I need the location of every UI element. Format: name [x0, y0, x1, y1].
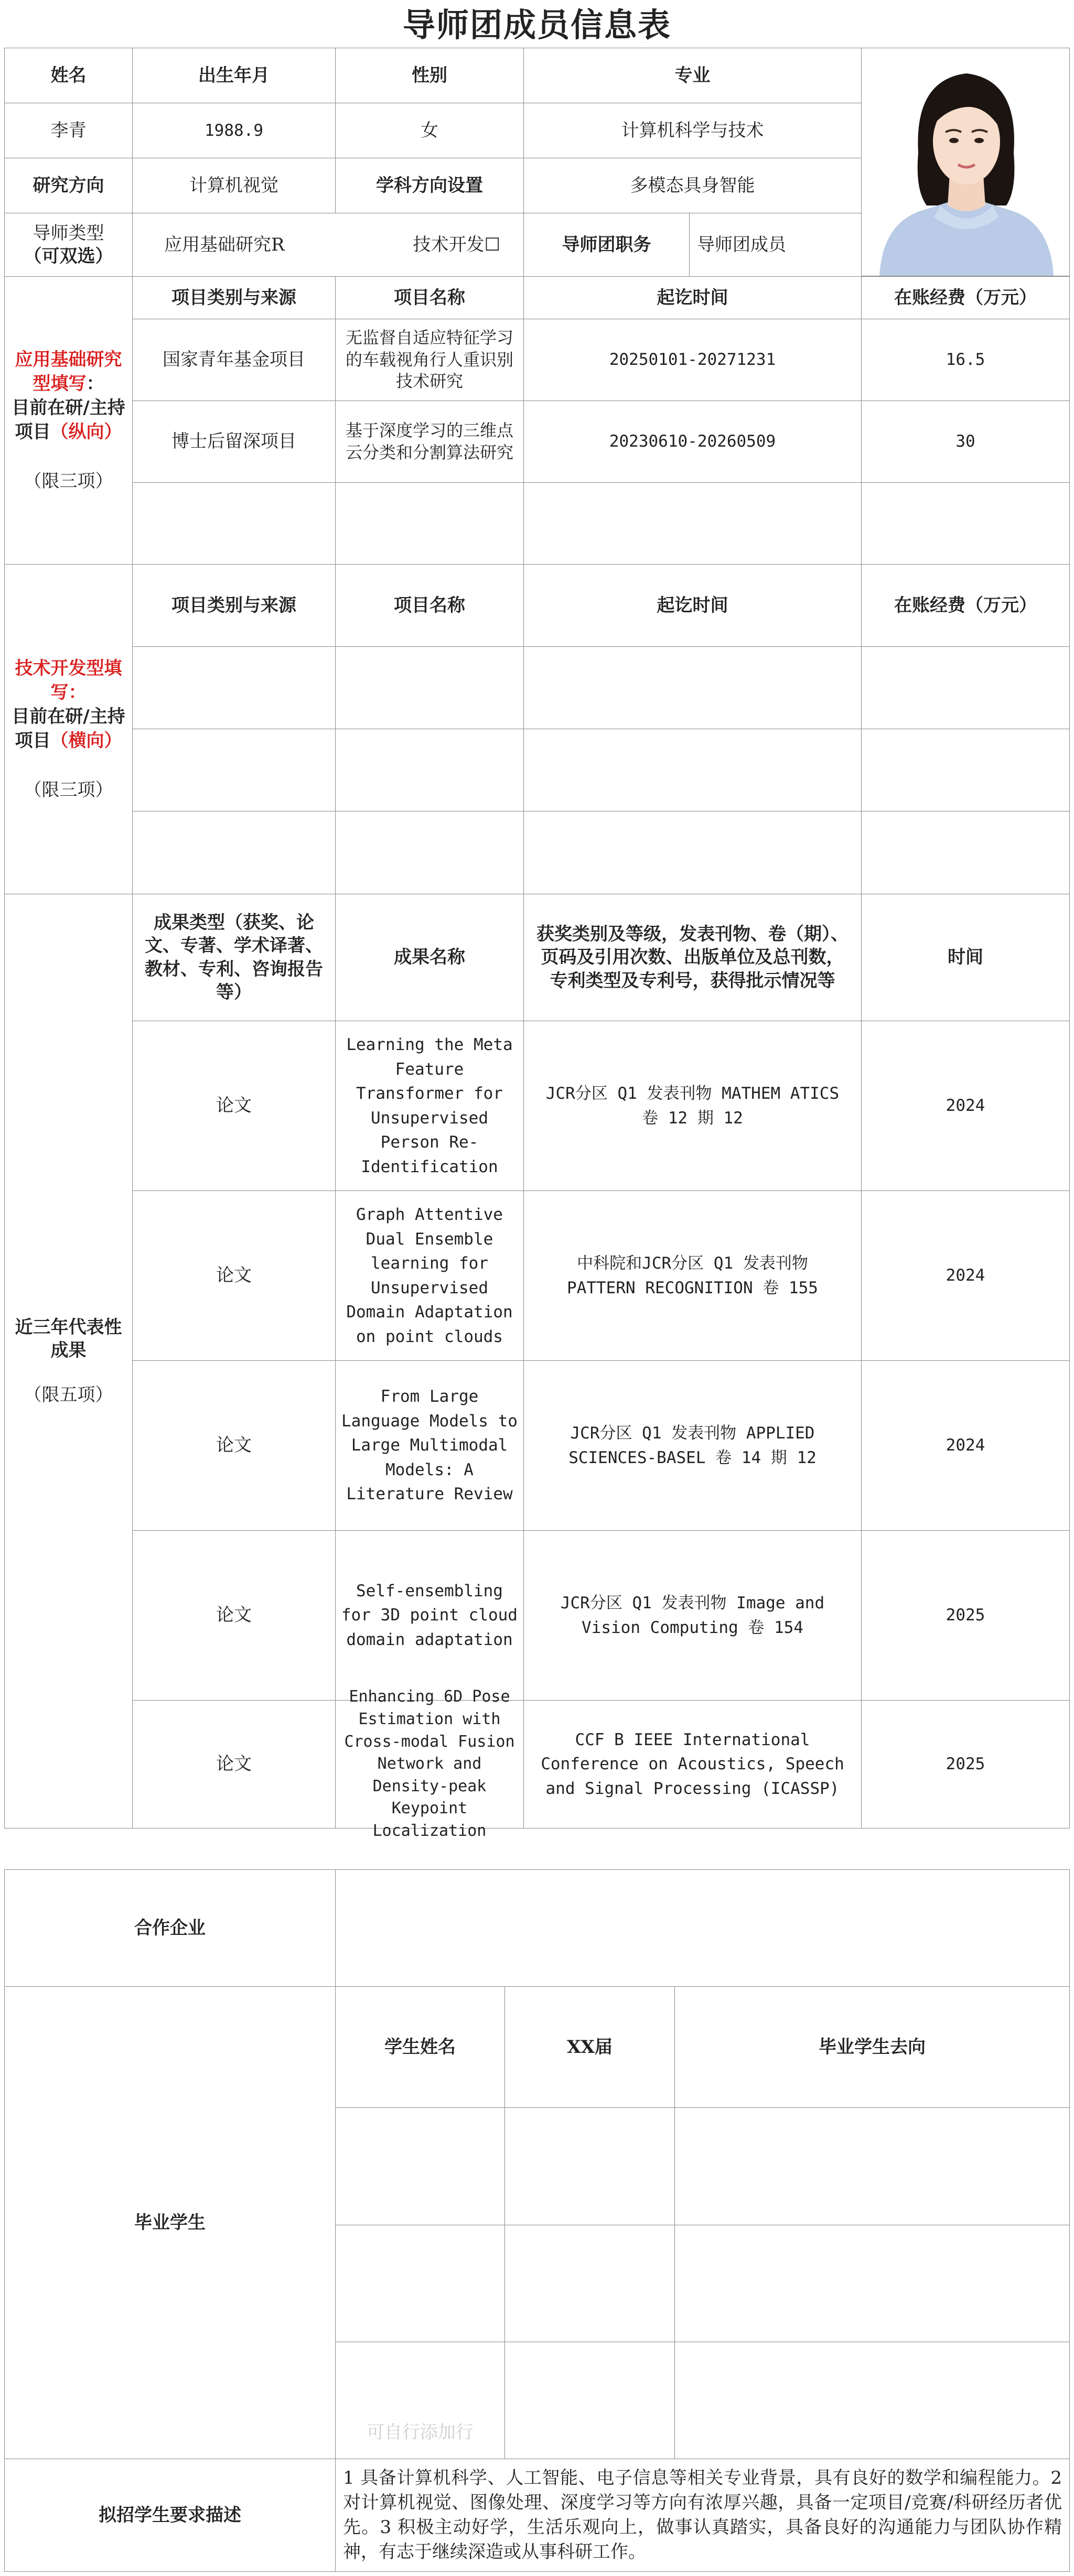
br-row3-name[interactable] — [335, 482, 524, 565]
grad-header-name: 学生姓名 — [335, 1986, 505, 2108]
td-row3-fund[interactable] — [861, 811, 1070, 894]
br-row1-name: 无监督自适应特征学习的车载视角行人重识别技术研究 — [335, 319, 524, 401]
partner-value[interactable] — [335, 1869, 1070, 1987]
grad-row2-destination[interactable] — [674, 2225, 1070, 2342]
grad-row3-class[interactable] — [504, 2342, 675, 2459]
achievements-title: 近三年代表性成果 — [15, 1317, 122, 1361]
tech-dev-section-label — [4, 564, 133, 894]
basic-research-section-label — [4, 276, 133, 565]
br-row3-source[interactable] — [132, 482, 336, 565]
ach-row5-detail: CCF B IEEE International Conference on Acoustics, Speech and Signal Processing (ICASSP) — [523, 1700, 862, 1828]
td-row1-period[interactable] — [523, 646, 862, 729]
br-row1-period: 20250101-20271231 — [523, 319, 862, 401]
basic-research-tag: （纵向） — [50, 421, 122, 442]
mentor-type-basic-option[interactable]: 应用基础研究R — [164, 234, 285, 255]
discipline-label: 学科方向设置 — [335, 158, 524, 213]
td-header-source: 项目类别与来源 — [132, 564, 336, 647]
ach-row4-name: Self-ensembling for 3D point cloud domain adaptation — [335, 1530, 524, 1701]
info-form — [4, 48, 1070, 2572]
br-row2-fund: 30 — [861, 401, 1070, 483]
position-value: 导师团成员 — [689, 213, 862, 277]
discipline-value: 多模态具身智能 — [523, 158, 862, 213]
td-row1-name[interactable] — [335, 646, 524, 729]
ach-row3-name: From Large Language Models to Large Multimodal Models: A Literature Review — [335, 1360, 524, 1531]
ach-row5-name: Estimation with Cross-modal Fusion Network and Density-peak Keypoint Localization — [335, 1700, 524, 1828]
ach-row1-detail: JCR分区 Q1 发表刊物 MATHEM ATICS 卷 12 期 12 — [523, 1021, 862, 1191]
ach-row3-year: 2024 — [861, 1360, 1070, 1531]
br-row2-name: 基于深度学习的三维点云分类和分割算法研究 — [335, 401, 524, 483]
requirements-label: 拟招学生要求描述 — [4, 2459, 336, 2572]
ach-header-type: 成果类型（获奖、论文、专著、学术译著、教材、专利、咨询报告等） — [132, 894, 336, 1021]
ach-row3-detail: JCR分区 Q1 发表刊物 APPLIED SCIENCES-BASEL 卷 14 期 12 — [523, 1360, 862, 1531]
name-label: 姓名 — [4, 48, 133, 103]
research-label: 研究方向 — [4, 158, 133, 213]
mentor-type-hint: （可双选） — [24, 246, 113, 267]
br-header-name: 项目名称 — [335, 276, 524, 319]
portrait-photo — [862, 48, 1069, 276]
br-row1-source: 国家青年基金项目 — [132, 319, 336, 401]
ach-row1-year: 2024 — [861, 1021, 1070, 1191]
br-header-fund: 在账经费（万元） — [861, 276, 1070, 319]
achievements-limit: （限五项） — [24, 1384, 113, 1405]
ach-row1-type: 论文 — [132, 1021, 336, 1191]
basic-research-subtitle: 目前在研/主持项目 — [12, 397, 125, 442]
ach-row2-detail: 中科院和JCR分区 Q1 发表刊物 PATTERN RECOGNITION 卷 155 — [523, 1190, 862, 1361]
ach-row4-detail: JCR分区 Q1 发表刊物 Image and Vision Computing 卷 154 — [523, 1530, 862, 1701]
td-header-name: 项目名称 — [335, 564, 524, 647]
br-row2-period: 20230610-20260509 — [523, 401, 862, 483]
ach-row2-year: 2024 — [861, 1190, 1070, 1361]
grad-header-destination: 毕业学生去向 — [674, 1986, 1070, 2108]
grad-row1-destination[interactable] — [674, 2107, 1070, 2225]
name-value: 李青 — [4, 103, 133, 158]
td-row2-source[interactable] — [132, 729, 336, 811]
br-row3-fund[interactable] — [861, 482, 1070, 565]
tech-dev-title: 技术开发型填写： — [15, 658, 122, 703]
grad-row3-destination[interactable] — [674, 2342, 1070, 2459]
td-row2-fund[interactable] — [861, 729, 1070, 811]
achievements-section-label — [4, 894, 133, 1828]
major-label: 专业 — [523, 48, 862, 103]
ach-row3-type: 论文 — [132, 1360, 336, 1531]
mentor-type-options — [132, 213, 524, 277]
partner-label: 合作企业 — [4, 1869, 336, 1987]
tech-dev-subtitle: 目前在研/主持项目 — [12, 706, 125, 751]
grad-header-class: XX届 — [504, 1986, 675, 2108]
grad-row1-class[interactable] — [504, 2107, 675, 2225]
ach-row4-year: 2025 — [861, 1530, 1070, 1701]
br-header-period: 起讫时间 — [523, 276, 862, 319]
graduates-label: 毕业学生 — [4, 1986, 336, 2459]
br-header-source: 项目类别与来源 — [132, 276, 336, 319]
basic-research-title: 应用基础研究型填写 — [15, 349, 122, 395]
mentor-type-label: 导师类型 — [33, 222, 104, 244]
ach-row1-name: Learning the Meta Feature Transformer for Unsupervised Person Re-Identification — [335, 1021, 524, 1191]
birth-label: 出生年月 — [132, 48, 336, 103]
ach-row4-type: 论文 — [132, 1530, 336, 1701]
grad-row2-class[interactable] — [504, 2225, 675, 2342]
td-header-period: 起讫时间 — [523, 564, 862, 647]
ach-row5-year: 2025 — [861, 1700, 1070, 1828]
ach-header-name: 成果名称 — [335, 894, 524, 1021]
td-row3-period[interactable] — [523, 811, 862, 894]
br-row2-source: 博士后留深项目 — [132, 401, 336, 483]
td-header-fund: 在账经费（万元） — [861, 564, 1070, 647]
ach-header-year: 时间 — [861, 894, 1070, 1021]
td-row3-source[interactable] — [132, 811, 336, 894]
ach-header-detail: 获奖类别及等级，发表刊物、卷（期）、页码及引用次数、出版单位及总刊数，专利类型及专利号，获得批示情况等 — [523, 894, 862, 1021]
grad-row2-name[interactable] — [335, 2225, 505, 2342]
basic-research-colon: ： — [86, 373, 104, 395]
td-row3-name[interactable] — [335, 811, 524, 894]
position-label: 导师团职务 — [523, 213, 690, 277]
br-row3-period[interactable] — [523, 482, 862, 565]
tech-dev-limit: （限三项） — [24, 779, 113, 800]
ach-row2-name: Graph Attentive Dual Ensemble learning for Unsupervised Domain Adaptation on point clouds — [335, 1190, 524, 1361]
td-row2-name[interactable] — [335, 729, 524, 811]
gender-value: 女 — [335, 103, 524, 158]
research-value: 计算机视觉 — [132, 158, 336, 213]
td-row1-fund[interactable] — [861, 646, 1070, 729]
major-value: 计算机科学与技术 — [523, 103, 862, 158]
grad-row1-name[interactable] — [335, 2107, 505, 2225]
tech-dev-tag: （横向） — [50, 730, 122, 751]
ach-row5-type: 论文 — [132, 1700, 336, 1828]
td-row2-period[interactable] — [523, 729, 862, 811]
photo-cell — [861, 48, 1070, 276]
mentor-type-label-cell — [4, 213, 133, 277]
page-title: 导师团成员信息表 — [402, 5, 671, 44]
br-row1-fund: 16.5 — [861, 319, 1070, 401]
gender-label: 性别 — [335, 48, 524, 103]
birth-value: 1988.9 — [132, 103, 336, 158]
ach-row2-type: 论文 — [132, 1190, 336, 1361]
td-row1-source[interactable] — [132, 646, 336, 729]
basic-research-limit: （限三项） — [24, 470, 113, 492]
grad-add-row-hint[interactable]: 可自行添加行 — [335, 2342, 505, 2459]
requirements-text: 1 具备计算机科学、人工智能、电子信息等相关专业背景，具有良好的数学和编程能力。2 对计算机视觉、图像处理、深度学习等方向有浓厚兴趣，具备一定项目/竞赛/科研经历者优先。3 积极主动好学，生活乐观向上，做事认真踏实，具备良好的沟通能力与团队协作精神，有志于继续深造或从事科研工作。 — [335, 2459, 1070, 2572]
mentor-type-tech-option[interactable]: 技术开发☐ — [413, 234, 500, 255]
